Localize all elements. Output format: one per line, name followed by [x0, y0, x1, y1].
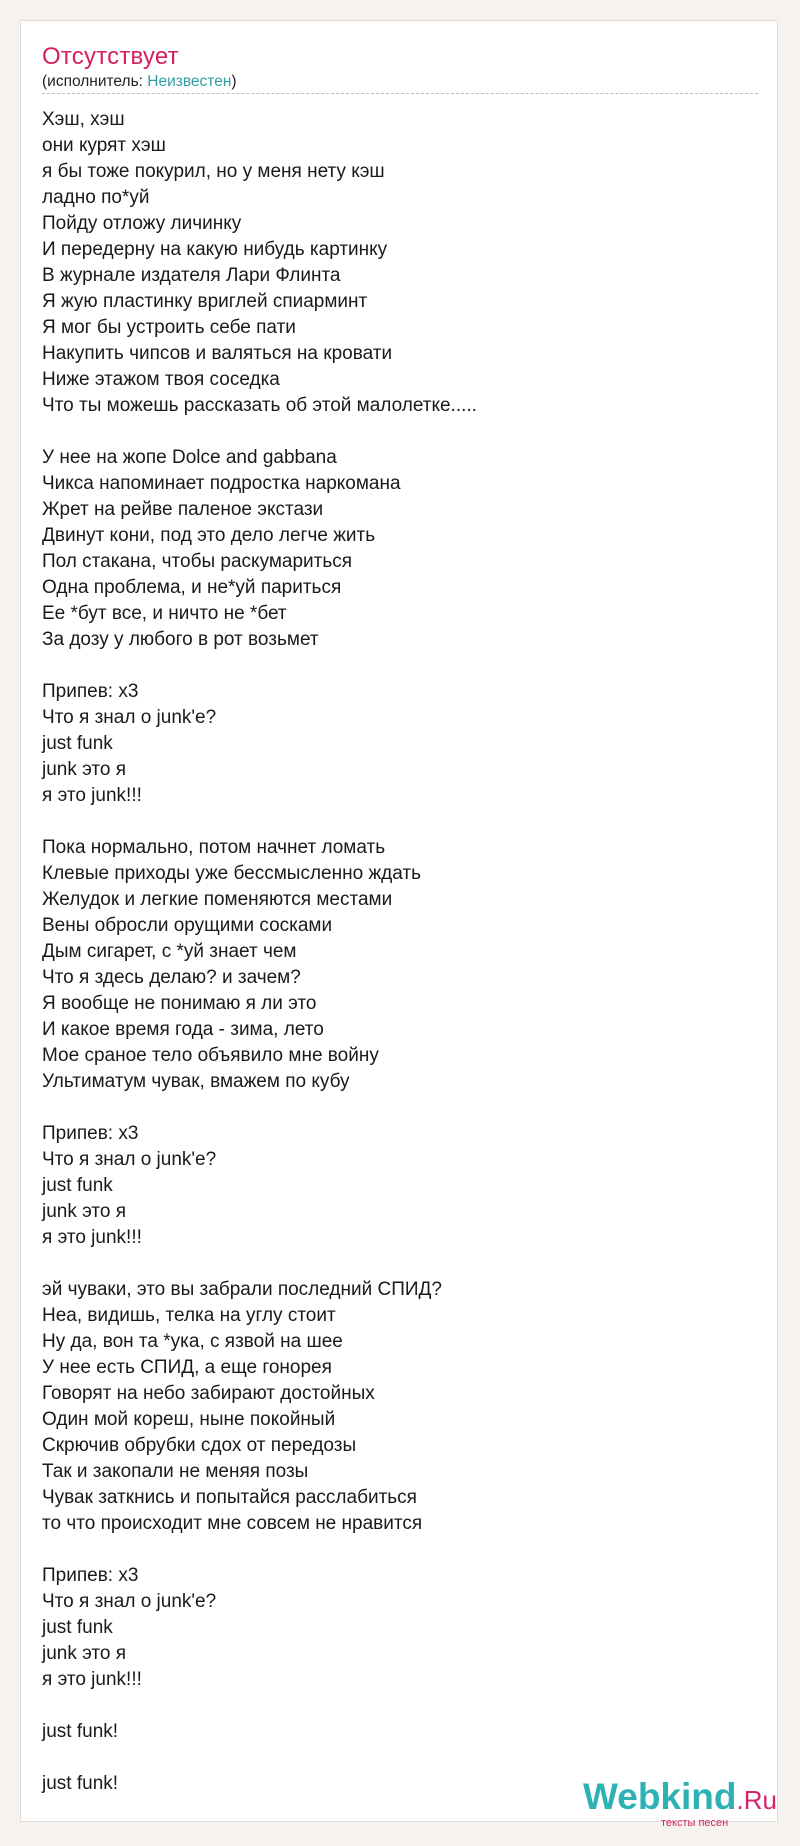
lyrics-line: ладно по*уй — [42, 187, 150, 208]
lyrics-line: just funk! — [42, 1773, 119, 1794]
lyrics-line: just funk — [42, 1175, 113, 1196]
lyrics-line: junk это я — [42, 1643, 127, 1664]
lyrics-line: эй чуваки, это вы забрали последний СПИД? — [42, 1279, 442, 1300]
lyrics-line: junk это я — [42, 1201, 127, 1222]
lyrics-line: Жрет на рейве паленое экстази — [42, 499, 324, 520]
lyrics-line: В журнале издателя Лари Флинта — [42, 265, 341, 286]
lyrics-line: то что происходит мне совсем не нравится — [42, 1513, 423, 1534]
lyrics-line: Мое сраное тело объявило мне войну — [42, 1045, 379, 1066]
lyrics-line: Ниже этажом твоя соседка — [42, 369, 280, 390]
lyrics-line: Клевые приходы уже бессмысленно ждать — [42, 863, 421, 884]
lyrics-blank-line — [42, 1693, 758, 1719]
lyrics-text — [42, 107, 758, 1797]
lyrics-line: Скрючив обрубки сдох от передозы — [42, 1435, 357, 1456]
lyrics-blank-line — [42, 1251, 758, 1277]
logo-name: Webkind — [583, 1776, 737, 1817]
lyrics-line: У нее на жопе Dolce and gabbana — [42, 447, 337, 468]
lyrics-line: Накупить чипсов и валяться на кровати — [42, 343, 393, 364]
lyrics-line: Что я знал о junk'e? — [42, 1149, 217, 1170]
lyrics-line: И передерну на какую нибудь картинку — [42, 239, 388, 260]
lyrics-line: Чикса напоминает подростка наркомана — [42, 473, 401, 494]
lyrics-line: Двинут кони, под это дело легче жить — [42, 525, 376, 546]
lyrics-line: они курят хэш — [42, 135, 166, 156]
lyrics-blank-line — [42, 1537, 758, 1563]
lyrics-blank-line — [42, 653, 758, 679]
lyrics-line: Говорят на небо забирают достойных — [42, 1383, 375, 1404]
dashed-divider — [42, 93, 758, 94]
lyrics-blank-line — [42, 809, 758, 835]
lyrics-line: я это junk!!! — [42, 785, 142, 806]
artist-line — [42, 73, 237, 91]
lyrics-line: У нее есть СПИД, а еще гонорея — [42, 1357, 332, 1378]
lyrics-line: я это junk!!! — [42, 1227, 142, 1248]
lyrics-line: Я жую пластинку вриглей спиарминт — [42, 291, 368, 312]
artist-suffix: ) — [231, 73, 237, 90]
lyrics-line: just funk — [42, 1617, 113, 1638]
lyrics-line: Ну да, вон та *ука, с язвой на шее — [42, 1331, 343, 1352]
lyrics-line: Так и закопали не меняя позы — [42, 1461, 309, 1482]
lyrics-line: Что я знал о junk'e? — [42, 1591, 217, 1612]
lyrics-line: just funk! — [42, 1721, 119, 1742]
lyrics-line: За дозу у любого в рот возьмет — [42, 629, 319, 650]
lyrics-line: Вены обросли орущими сосками — [42, 915, 333, 936]
lyrics-line: Чувак заткнись и попытайся расслабиться — [42, 1487, 417, 1508]
lyrics-line: Я вообще не понимаю я ли это — [42, 993, 317, 1014]
lyrics-line: Желудок и легкие поменяются местами — [42, 889, 393, 910]
lyrics-line: Припев: х3 — [42, 1565, 139, 1586]
lyrics-line: я бы тоже покурил, но у меня нету кэш — [42, 161, 385, 182]
lyrics-line: И какое время года - зима, лето — [42, 1019, 324, 1040]
lyrics-blank-line — [42, 1095, 758, 1121]
lyrics-blank-line — [42, 1745, 758, 1771]
lyrics-line: я это junk!!! — [42, 1669, 142, 1690]
lyrics-line: Ее *бут все, и ничто не *бет — [42, 603, 287, 624]
lyrics-line: Что я знал о junk'e? — [42, 707, 217, 728]
lyrics-line: Ультиматум чувак, вмажем по кубу — [42, 1071, 350, 1092]
lyrics-line: Один мой кореш, ныне покойный — [42, 1409, 336, 1430]
lyrics-line: Дым сигарет, с *уй знает чем — [42, 941, 297, 962]
lyrics-line: Пол стакана, чтобы раскумариться — [42, 551, 353, 572]
lyrics-card — [20, 20, 778, 1829]
song-title: Отсутствует — [42, 43, 179, 70]
webkind-logo[interactable] — [583, 1773, 798, 1845]
lyrics-line: Пока нормально, потом начнет ломать — [42, 837, 386, 858]
logo-tagline: тексты песен — [661, 1817, 729, 1829]
lyrics-line: Припев: х3 — [42, 1123, 139, 1144]
artist-link[interactable]: Неизвестен — [147, 73, 232, 90]
logo-tld: .Ru — [736, 1785, 777, 1815]
lyrics-line: Что я здесь делаю? и зачем? — [42, 967, 301, 988]
lyrics-line: Пойду отложу личинку — [42, 213, 242, 234]
lyrics-line: junk это я — [42, 759, 127, 780]
lyrics-line: Припев: х3 — [42, 681, 139, 702]
lyrics-line: just funk — [42, 733, 113, 754]
lyrics-line: Одна проблема, и не*уй париться — [42, 577, 342, 598]
artist-prefix: (исполнитель: — [42, 73, 148, 90]
lyrics-line: Хэш, хэш — [42, 109, 125, 130]
lyrics-line: Я мог бы устроить себе пати — [42, 317, 296, 338]
lyrics-line: Что ты можешь рассказать об этой малолетке..... — [42, 395, 477, 416]
lyrics-line: Неа, видишь, телка на углу стоит — [42, 1305, 336, 1326]
lyrics-blank-line — [42, 419, 758, 445]
